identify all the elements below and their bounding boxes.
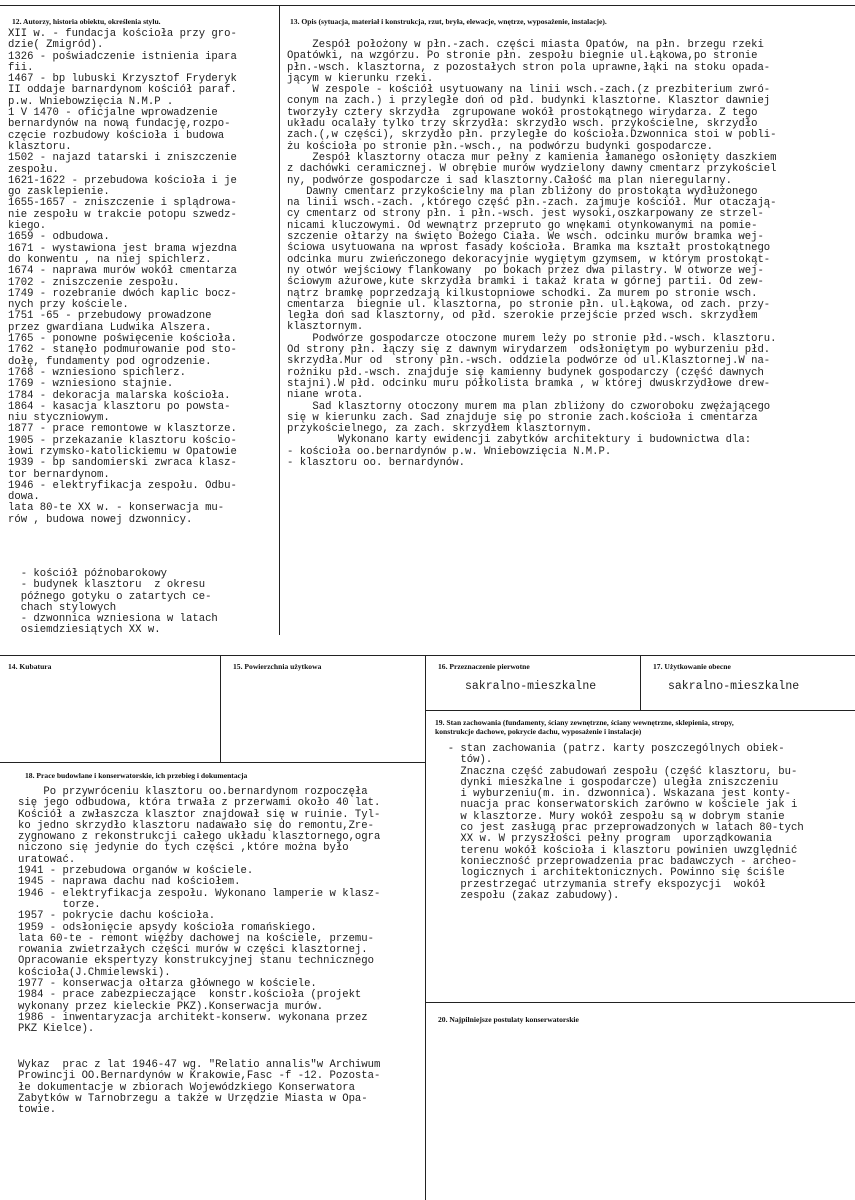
section-17-header: 17. Użytkowanie obecne [653,662,731,671]
description-line: conym na zach.) i przyległe doń od płd. budynki klasztorne. Klasztor dawniej [287,95,771,108]
section-12-header: 12. Autorzy, historia obiektu, określenia stylu. [12,17,161,26]
description-line: płn.-wsch. klasztorna, z pozostałych stron pola uprawne,łąki na stoku opada- [287,61,771,74]
history-line: częcie rozbudowy kościoła i budowa [8,129,225,142]
divider-16-17 [640,655,641,710]
works-line: Kościół a zwłaszcza klasztor znajdował się w ruinie. Tyl- [18,808,381,821]
description-line: klasztornym. [287,321,364,334]
condition-line: logicznych i architektonicznych. Powinno się ściśle [435,867,785,880]
history-line: fii. [8,61,34,74]
history-line: XII w. - fundacja kościoła przy gro- [8,28,237,40]
history-line: 1674 - naprawa murów wokół cmentarza [8,265,237,278]
works-line: niczono się jedynie do tych części ,które można było [18,842,349,855]
description-line: cmentarza biegnie ul. klasztorna, po stronie płn. ul.Łąkowa, od zach. przy- [287,298,771,311]
works-line: torze. [18,898,101,911]
history-line: 1765 - ponowne poświęcenie kościoła. [8,333,237,346]
history-line: do konwentu , na niej spichlerz. [8,253,212,266]
condition-line: co jest zasługą prac przeprowadzonych w latach 80-tych [435,822,804,835]
history-line: 1655-1657 - zniszczenie i splądrowa- [8,197,237,210]
description-line: stajni).W płd. odcinku muru półkolista bramka , w której dwuskrzydłowe drew- [287,377,771,390]
section-12-history-list [8,29,237,526]
works-line: 1959 - odsłonięcie apsydy kościoła romańskiego. [18,921,317,934]
history-line: 1751 -65 - przebudowy prowadzone [8,310,212,323]
works-line: wykonany przez kieleckie PKZ).Konserwacja murów. [18,1000,324,1013]
description-line: tworzyły cztery skrzydła zgrupowane wokół prostokątnego wirydarza. Z tego [287,106,758,119]
history-line: 1784 - dekoracja malarska kościoła. [8,389,231,402]
source-line: łe dokumentacje w zbiorach Wojewódzkiego Konserwatora [18,1081,355,1094]
divider-14-15 [220,655,221,762]
style-line: osiemdziesiątych XX w. [8,624,161,637]
history-line: rów , budowa nowej dzwonnicy. [8,513,193,526]
condition-line: zespołu (zakaz zabudowy). [435,889,620,902]
section-19-condition [435,744,804,902]
history-line: p.w. Wniebowzięcia N.M.P . [8,95,174,108]
history-line: 1502 - najazd tatarski i zniszczenie [8,152,237,165]
description-line: Zespół klasztorny otacza mur pełny z kamienia łamanego osłonięty daszkiem [287,151,777,164]
works-line: 1957 - pokrycie dachu kościoła. [18,910,216,923]
description-line: rożniku płd.-wsch. znajduje się kamienny budynek gospodarczy (część dawnych [287,366,764,379]
history-line: 1769 - wzniesiono stajnie. [8,378,174,391]
history-line: lata 80-te XX w. - konserwacja mu- [8,502,225,515]
description-line: Zespół położony w płn.-zach. części miasta Opatów, na płn. brzegu rzeki [287,39,764,51]
history-line: 1467 - bp lubuski Krzysztof Fryderyk [8,73,237,86]
description-line: skrzydła.Mur od strony płn.-wsch. oddziela podwórze od ul.Klasztornej.W na- [287,355,771,368]
condition-line: dynki mieszkalne i gospodarcze) uległa zniszczeniu [435,776,779,789]
condition-line: Znaczna część zabudowań zespołu (część klasztoru, bu- [435,765,798,778]
description-line: ny, podwórze gospodarcze i sad klasztorny.Całość ma plan nieregularny. [287,174,733,187]
section-16-header: 16. Przeznaczenie pierwotne [438,662,530,671]
history-line: 1946 - elektryfikacja zespołu. Odbu- [8,479,237,492]
history-line: 1768 - wzniesiono spichlerz. [8,366,187,379]
history-line: bernardynów na nową fundację,rozpo- [8,118,231,131]
history-line: łowi rzymsko-katolickiemu w Opatowie [8,445,237,458]
history-line: przez gwardiana Ludwika Alszera. [8,321,212,334]
works-line: zygnowano z rekonstrukcji całego układu klasztornego,ogra [18,831,381,844]
condition-line: - stan zachowania (patrz. karty poszczególnych obiek- [435,743,785,755]
history-line: klasztoru. [8,140,72,153]
works-line: 1941 - przebudowa organów w kościele. [18,865,254,878]
history-line: dzie( Zmigród). [8,39,104,52]
section-16-value: sakralno-mieszkalne [465,680,597,693]
condition-line: i wyburzeniu(m. in. dzwonnica). Wskazana jest konty- [435,788,792,801]
works-line: Po przywróceniu klasztoru oo.bernardynom rozpoczęła [18,786,368,798]
works-line: się jego odbudowa, która trwała z przerwami około 40 lat. [18,797,381,810]
works-line: PKZ Kielce). [18,1023,95,1036]
works-line: 1984 - prace zabezpieczające konstr.kościoła (projekt [18,989,362,1002]
history-line: kiego. [8,220,47,233]
condition-line: w klasztorze. Mury wokół zespołu są w dobrym stanie [435,810,785,823]
description-line: szczenie ołtarzy na święto Bożego Ciała. We wsch. odcinku murów bramka wej- [287,231,764,244]
history-line: 1702 - zniszczenie zespołu. [8,276,180,289]
works-line: uratować. [18,853,76,866]
style-line: chach stylowych [8,601,117,614]
description-line: Dawny cmentarz przykościelny ma plan zbliżony do prostokąta wydłużonego [287,185,758,198]
source-line: Wykaz prac z lat 1946-47 wg. "Relatio annalis"w Archiwum [18,1059,381,1071]
description-line: z dachówki ceramicznej. W obrębie murów wydzielony dawny cmentarz przykościel [287,163,777,176]
works-line: kościoła(J.Chmielewski). [18,966,171,979]
description-line: ściowym ażurowe,kute skrzydła bramki i takaż krata w górnej partii. Od zew- [287,276,764,289]
works-line: rowania zwietrzałych części murów w części klasztornej. [18,944,368,957]
history-line: zespołu. [8,163,59,176]
condition-line: konieczność przeprowadzenia prac badawczych - archeo- [435,855,798,868]
description-line: legła doń sad klasztorny, od płd. szerokie przejście przed wsch. skrzydłem [287,310,758,323]
description-line: nicami kluczowymi. Od wewnątrz przepruto go wnękami otynkowanymi na pomie- [287,219,758,232]
description-line: przykościelnego, za zach. skrzydłem klasztornym. [287,423,593,436]
description-line: ściowa usytuowana na wprost fasady kościoła. Bramka ma kształt prostokątnego [287,242,771,255]
history-line: 1864 - kasacja klasztoru po powsta- [8,400,231,413]
works-line: ko jedno skrzydło klasztoru nadawało się do remontu,Zre- [18,819,375,832]
works-line: 1945 - naprawa dachu nad kościołem. [18,876,241,889]
works-line: 1977 - konserwacja ołtarza głównego w kościele. [18,978,317,991]
description-line: na linii wsch.-zach. ,którego część płn.-zach. zajmuje kościół. Mur otaczają- [287,197,777,210]
description-line: Podwórze gospodarcze otoczone murem leży po stronie płd.-wsch. klasztoru. [287,332,777,345]
description-line: jącym w kierunku rzeki. [287,72,434,85]
history-line: 1659 - odbudowa. [8,231,110,244]
condition-line: przestrzegać utrzymania strefy ekspozycji wokół [435,878,766,891]
condition-line: nuacja prac konserwatorskich zarówno w kościele jak i [435,799,798,812]
section-15-header: 15. Powierzchnia użytkowa [233,662,322,671]
top-vertical-divider [279,5,280,635]
description-line: - klasztoru oo. bernardynów. [287,456,466,469]
source-line: towie. [18,1104,57,1117]
section-13-header: 13. Opis (sytuacja, materiał i konstrukcja, rzut, bryła, elewacje, wnętrze, wyposażenie, instalacje). [290,17,607,26]
history-line: niu styczniowym. [8,412,110,425]
style-line: - kościół późnobarokowy [8,568,167,580]
section-12-style-list [8,569,218,637]
condition-line: XX w. W przyszłości pełny program uporządkowania [435,833,772,846]
section-20-header: 20. Najpilniejsze postulaty konserwatorskie [438,1015,579,1024]
source-line: Zabytków w Tarnobrzegu a także w Urzędzie Miasta w Opa- [18,1092,368,1105]
description-line: układu ocalały tylko trzy skrzydła: skrzydło wsch. przykościelne, skrzydło [287,118,758,131]
style-line: późnego gotyku o zatartych ce- [8,590,212,603]
divider-15-16 [425,655,426,1200]
description-line: Opatówki, na wzgórzu. Po stronie płn. zespołu biegnie ul.Łąkowa,po stronie [287,50,758,63]
history-line: 1905 - przekazanie klasztoru kościo- [8,434,237,447]
style-line: - budynek klasztoru z okresu [8,579,206,592]
row-16-bottom-rule [425,710,855,711]
section-18-header: 18. Prace budowlane i konserwatorskie, ich przebieg i dokumentacja [25,771,248,780]
row-14-top-rule [0,655,855,656]
section-18-works-list [18,787,380,1036]
description-line: - kościoła oo.bernardynów p.w. Wniebowzięcia N.M.P. [287,445,612,458]
history-line: 1749 - rozebranie dwóch kaplic bocz- [8,287,237,300]
history-line: 1877 - prace remontowe w klasztorze. [8,423,237,436]
condition-line: terenu wokół kościoła i klasztoru powinien uwzględnić [435,844,798,857]
section-17-value: sakralno-mieszkalne [668,680,800,693]
history-line: 1 V 1470 - oficjalne wprowadzenie [8,107,218,120]
history-line: 1621-1622 - przebudowa kościoła i je [8,174,237,187]
history-line: 1326 - poświadczenie istnienia ipara [8,50,237,63]
history-line: 1939 - bp sandomierski zwraca klasz- [8,457,237,470]
description-line: Od strony płn. łączy się z dawnym wirydarzem odsłoniętym po wyburzeniu płd. [287,344,771,357]
description-line: niane wrota. [287,389,364,402]
history-line: 1762 - stanęło podmurowanie pod sto- [8,344,237,357]
description-line: Wykonano karty ewidencji zabytków architektury i budownictwa dla: [287,434,752,447]
history-line: go zasklepienie. [8,186,110,199]
row-14-bottom-rule [0,762,426,763]
works-line: Opracowanie ekspertyzy konstrukcyjnej stanu technicznego [18,955,375,968]
history-line: tor bernardynom. [8,468,110,481]
description-line: ny otwór wejściowy flankowany po bokach przez dwa pilastry. W otworze wej- [287,264,764,277]
source-line: Prowincji OO.Bernardynów w Krakowie,Fasc -f -12. Pozosta- [18,1070,381,1083]
description-line: żu kościoła po stronie płn.-wsch., na podwórzu budynki gospodarcze. [287,140,713,153]
history-line: 1671 - wystawiona jest brama wjezdna [8,242,237,255]
row-20-top-rule [425,1002,855,1003]
description-line: nątrz bramkę poprzedzają kilkustopniowe schodki. Za murem po stronie wsch. [287,287,758,300]
section-18-sources [18,1060,380,1116]
description-line: się w kierunku zach. Sad znajduje się po stronie zach.kościoła i cmentarza [287,411,758,424]
section-19-header: 19. Stan zachowania (fundamenty, ściany zewnętrzne, ściany wewnętrzne, sklepienia, stropy, konstrukcje dachowe, pokrycie dachu, wyposażenie i instalacje) [435,718,734,736]
description-line: Sad klasztorny otoczony murem ma plan zbliżony do czworoboku zwężającego [287,400,771,413]
condition-line: tów). [435,754,493,767]
style-line: - dzwonnica wzniesiona w latach [8,613,218,626]
history-line: nie zespołu w trakcie potopu szwedz- [8,208,237,221]
top-rule [0,5,855,6]
history-line: II oddaje barnardynom kościół paraf. [8,84,237,97]
history-line: dowa. [8,491,40,504]
description-line: odcinka muru zwieńczonego dekoracyjnie wygiętym gzymsem, w którym prostokąt- [287,253,771,266]
works-line: 1986 - inwentaryzacja architekt-konserw. wykonana przez [18,1011,368,1024]
history-line: nych przy kościele. [8,299,129,312]
history-line: dołę, fundamenty pod ogrodzenie. [8,355,212,368]
description-line: cy cmentarz od strony płn. i płn.-wsch. jest wysoki,oszkarpowany ze strzel- [287,208,764,221]
works-line: 1946 - elektryfikacja zespołu. Wykonano lamperie w klasz- [18,887,381,900]
description-line: W zespole - kościół usytuowany na linii wsch.-zach.(z prezbiterium zwró- [287,84,771,97]
description-line: zach.(,w części), skrzydło płn. przyległe do kościoła.Dzwonnica stoi w pobli- [287,129,777,142]
section-14-header: 14. Kubatura [8,662,52,671]
works-line: lata 60-te - remont więźby dachowej na kościele, przemu- [18,932,375,945]
section-13-description [287,40,777,469]
